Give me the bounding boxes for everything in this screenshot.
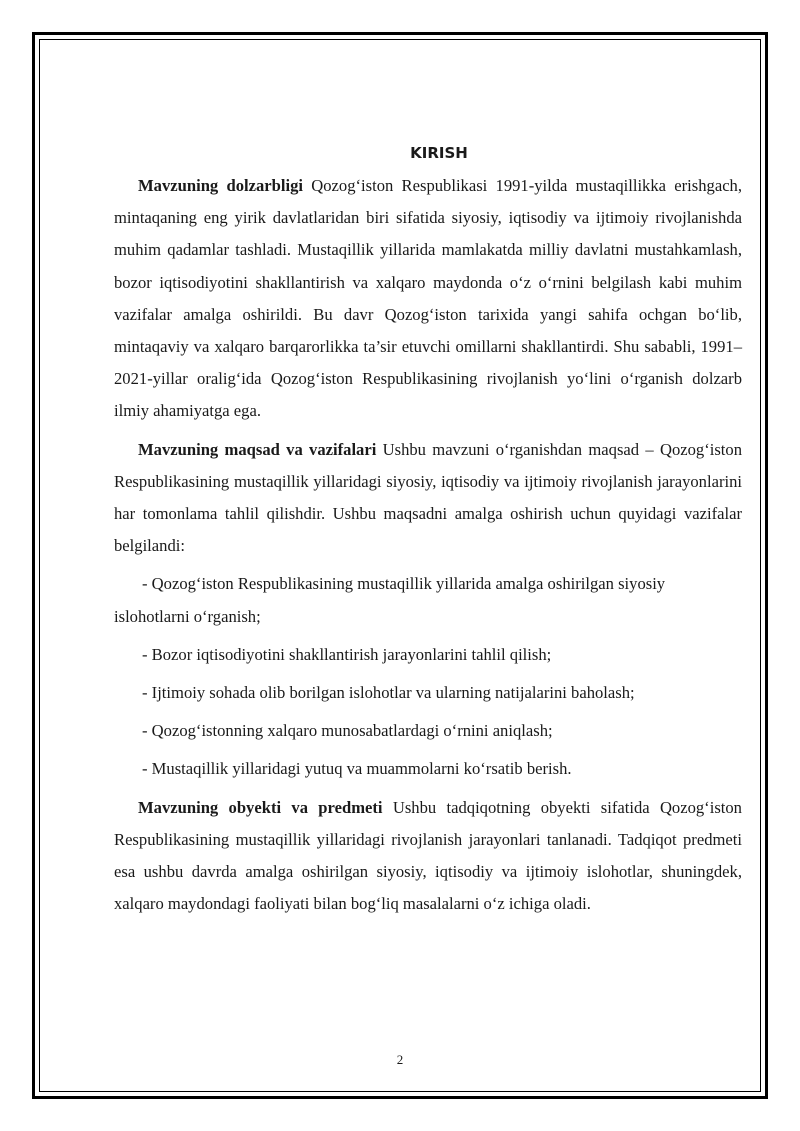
section-text: Ushbu mavzuni o‘rganishdan maqsad – Qozog‘iston Respublikasining mustaqillik yillaridagi siyosiy, iqtisodiy va ijtimoiy rivojlanish jarayonlarini har tomonlama tahlil qilishdir. Ushbu maqsadni amalga oshirish uchun quyidagi vazifalar belgilandi: xyxy=(114,439,743,556)
page-number: 2 xyxy=(396,1052,404,1067)
section-heading: Mavzuning dolzarbligi xyxy=(138,176,303,195)
section-text: Ushbu tadqiqotning obyekti sifatida Qozog‘iston Respublikasining mustaqillik yillaridagi rivojlanish jarayonlari tanlanadi. Tadqiqot predmeti esa ushbu davrda amalga oshirilgan siyosiy, iqtisodiy va ijtimoiy islohotlar, shuningdek, xalqaro maydondagi faoliyati bilan bog‘liq masalalarni o‘z ichiga oladi. xyxy=(114,797,742,914)
list-item: - Mustaqillik yillaridagi yutuq va muammolarni ko‘rsatib berish. xyxy=(142,759,572,779)
section-text: Qozog‘iston Respublikasi 1991-yilda mustaqillikka erishgach, mintaqaning eng yirik davlatlaridan biri sifatida siyosiy, iqtisodiy va ijtimoiy rivojlanishda muhim qadamlar tashladi. Mustaqillik yillarida mamlakatda milliy davlatni mustahkamlash, bozor iqtisodiyotini shakllantirish va xalqaro maydonda o‘z o‘rnini belgilash kabi muhim vazifalar amalga oshirildi. Bu davr Qozog‘iston tarixida yangi sahifa ochgan bo‘lib, mintaqaviy va xalqaro barqarorlikka ta’sir etuvchi omillarni shakllantirdi. Shu sababli, 1991–2021-yillar oralig‘ida Qozog‘iston Respublikasining rivojlanish yo‘lini o‘rganish dolzarb ilmiy ahamiyatga ega. xyxy=(114,176,742,421)
list-item: - Bozor iqtisodiyotini shakllantirish jarayonlarini tahlil qilish; xyxy=(142,644,552,664)
list-item: - Qozog‘iston Respublikasining mustaqillik yillarida amalga oshirilgan siyosiy islohotlarni o‘rganish; xyxy=(114,574,666,626)
section-goals xyxy=(114,434,742,563)
document-body xyxy=(114,142,742,920)
section-heading: Mavzuning maqsad va vazifalari xyxy=(138,439,377,459)
section-heading: Mavzuning obyekti va predmeti xyxy=(138,797,383,817)
list-item: - Ijtimoiy sohada olib borilgan islohotlar va ularning natijalarini baholash; xyxy=(142,683,635,703)
section-object xyxy=(114,792,742,921)
section-relevance xyxy=(114,170,742,428)
list-item: - Qozog‘istonning xalqaro munosabatlardagi o‘rnini aniqlash; xyxy=(142,721,553,741)
page-title: KIRISH xyxy=(410,144,468,162)
